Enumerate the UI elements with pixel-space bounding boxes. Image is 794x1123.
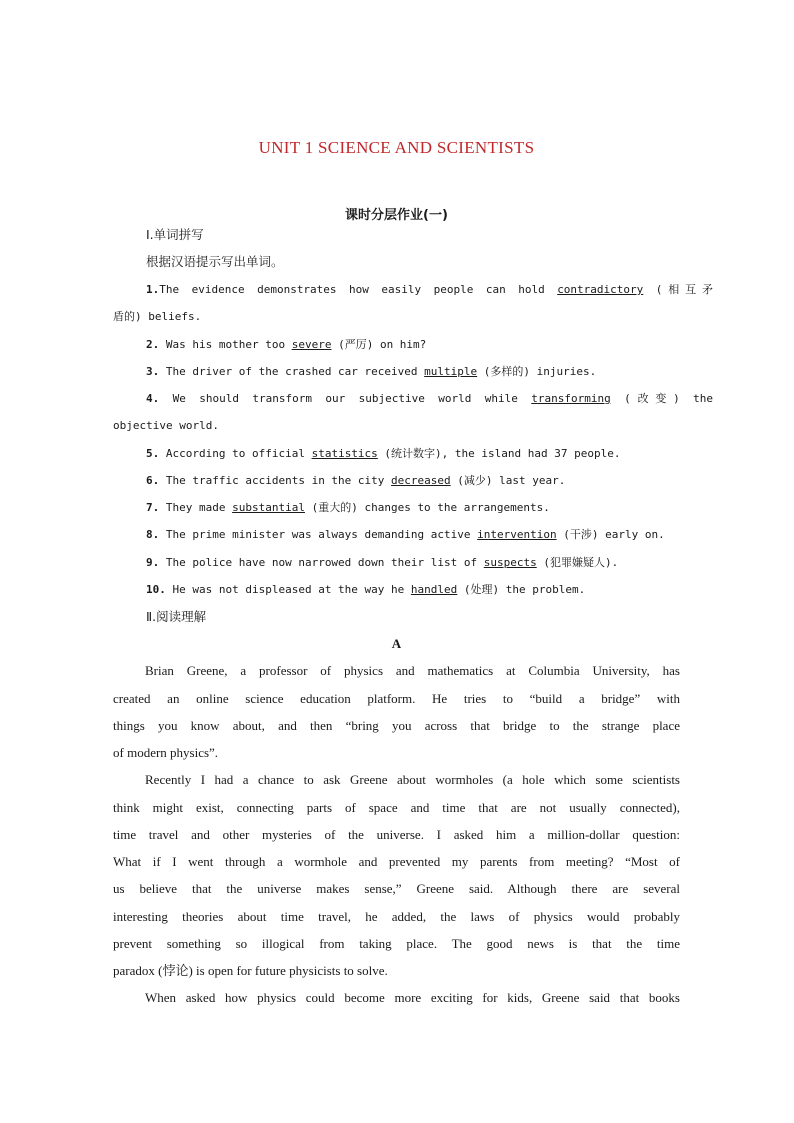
item-answer: substantial: [232, 501, 305, 514]
passage-line: things you know about, and then “bring you across that bridge to the strange place: [113, 718, 680, 733]
item-number: 9.: [146, 556, 160, 569]
item-text: The driver of the crashed car received: [159, 365, 425, 378]
vocab-item-1-cont: 盾的) beliefs.: [113, 310, 202, 323]
passage-line: Brian Greene, a professor of physics and mathematics at Columbia University, has: [145, 663, 680, 678]
vocab-item-9: [113, 555, 713, 571]
vocab-item-4: [113, 391, 713, 407]
item-text: (多样的) injuries.: [477, 365, 597, 378]
item-text: (相互矛: [643, 283, 713, 296]
item-number: 6.: [146, 474, 160, 487]
passage-line: us believe that the universe makes sense,” Greene said. Although there are several: [113, 881, 680, 896]
passage-line: What if I went through a wormhole and prevented my parents from meeting? “Most of: [113, 854, 680, 869]
item-answer: contradictory: [557, 283, 644, 296]
item-text: (重大的) changes to the arrangements.: [304, 501, 550, 514]
item-text: We should transform our subjective world while: [159, 392, 532, 405]
item-text: (干涉) early on.: [556, 528, 665, 541]
item-number: 5.: [146, 447, 160, 460]
item-text: The evidence demonstrates how easily people can hold: [159, 283, 558, 296]
item-text: The traffic accidents in the city: [159, 474, 392, 487]
section1-instruction: 根据汉语提示写出单词。: [146, 254, 284, 269]
section2-heading: Ⅱ.阅读理解: [146, 609, 207, 624]
passage-line: created an online science education platform. He tries to “build a bridge” with: [113, 691, 680, 706]
passage-line: of modern physics”.: [113, 745, 219, 760]
item-answer: transforming: [531, 392, 611, 405]
item-text: The prime minister was always demanding active: [159, 528, 478, 541]
passage-line: time travel and other mysteries of the universe. I asked him a million-dollar question:: [113, 827, 680, 842]
passage-line: think might exist, connecting parts of space and time that are not usually connected),: [113, 800, 680, 815]
item-answer: severe: [291, 338, 332, 351]
item-text: (处理) the problem.: [457, 583, 586, 596]
vocab-item-4-cont: objective world.: [113, 419, 219, 432]
passage-label: A: [391, 636, 402, 651]
passage-line: interesting theories about time travel, he added, the laws of physics would probably: [113, 909, 680, 924]
vocab-item-7: [113, 500, 713, 516]
item-text: Was his mother too: [159, 338, 292, 351]
vocab-item-3: [113, 364, 713, 380]
unit-title: UNIT 1 SCIENCE AND SCIENTISTS: [258, 138, 535, 157]
item-number: 7.: [146, 501, 160, 514]
item-text: (改变) the: [610, 392, 713, 405]
vocab-item-2: [113, 337, 713, 353]
item-number: 1.: [146, 283, 160, 296]
item-number: 2.: [146, 338, 160, 351]
item-text: (严厉) on him?: [331, 338, 427, 351]
passage-line: prevent something so illogical from taking place. The good news is that the time: [113, 936, 680, 951]
vocab-item-1: [113, 282, 713, 298]
item-answer: multiple: [424, 365, 478, 378]
lesson-subtitle: 课时分层作业(一): [345, 208, 448, 223]
item-number: 4.: [146, 392, 160, 405]
vocab-item-10: [113, 582, 713, 598]
item-answer: intervention: [477, 528, 557, 541]
vocab-item-6: [113, 473, 713, 489]
item-text: According to official: [159, 447, 312, 460]
item-text: (减少) last year.: [450, 474, 566, 487]
passage-line: When asked how physics could become more exciting for kids, Greene said that books: [145, 990, 680, 1005]
item-number: 10.: [146, 583, 166, 596]
item-text: (犯罪嫌疑人).: [536, 556, 619, 569]
item-text: (统计数字), the island had 37 people.: [377, 447, 621, 460]
item-answer: decreased: [391, 474, 451, 487]
vocab-item-8: [113, 527, 713, 543]
item-answer: handled: [410, 583, 458, 596]
item-text: He was not displeased at the way he: [165, 583, 411, 596]
item-number: 3.: [146, 365, 160, 378]
passage-line: Recently I had a chance to ask Greene about wormholes (a hole which some scientists: [145, 772, 680, 787]
item-number: 8.: [146, 528, 160, 541]
item-answer: suspects: [483, 556, 537, 569]
item-text: The police have now narrowed down their list of: [159, 556, 484, 569]
section1-heading: Ⅰ.单词拼写: [146, 227, 204, 242]
item-answer: statistics: [311, 447, 378, 460]
vocab-item-5: [113, 446, 713, 462]
item-text: They made: [159, 501, 233, 514]
passage-line: paradox (悖论) is open for future physicists to solve.: [113, 963, 388, 978]
